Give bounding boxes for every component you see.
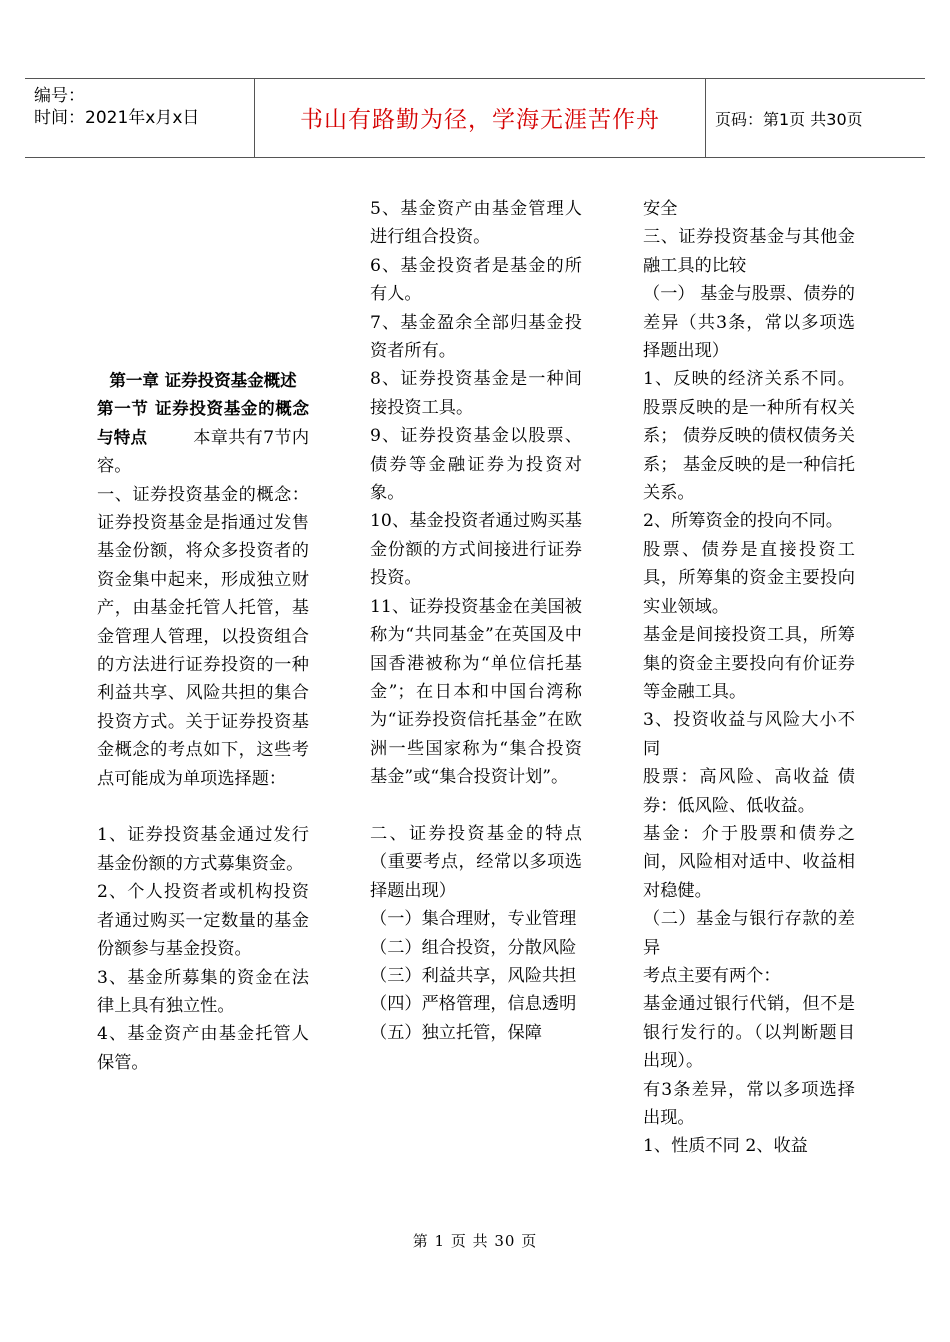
paragraph: 1、性质不同 2、收益 [643, 1136, 808, 1157]
paragraph: （一）集合理财，专业管理 [370, 909, 577, 930]
paragraph: 一、证券投资基金的概念：证券投资基金是指通过发售基金份额，将众多投资者的资金集中起来，形成独立财产，由基金托管人托管，基金管理人管理，以投资组合的方法进行证券投资的一种利益共享、风险共担的集合投资方式。关于证券投资基金概念的考点如下，这些考点可能成为单项选择题： [97, 484, 309, 789]
paragraph: 基金是间接投资工具，所筹集的资金主要投向有价证券等金融工具。 [643, 625, 855, 702]
paragraph: （四）严格管理，信息透明 [370, 994, 577, 1015]
paragraph: （三）利益共享，风险共担 [370, 965, 577, 986]
paragraph: （二）基金与银行存款的差异 [643, 909, 855, 958]
paragraph: 考点主要有两个： [643, 965, 781, 986]
column-1 [97, 367, 309, 1077]
paragraph: 7、基金盈余全部归基金投资者所有。 [370, 312, 582, 362]
paragraph: 股票：高风险、高收益 债券：低风险、低收益。 [643, 767, 855, 816]
header-info-cell [25, 79, 254, 157]
paragraph: （二）组合投资，分散风险 [370, 937, 577, 958]
document-number-label: 编号： [34, 86, 85, 106]
paragraph: （一） 基金与股票、债券的差异（共3条，常以多项选择题出现） [643, 284, 855, 362]
paragraph: 5、基金资产由基金管理人进行组合投资。 [370, 199, 582, 248]
column-3 [643, 195, 855, 1161]
motto-text: 书山有路勤为径，学海无涯苦作舟 [300, 107, 660, 133]
document-time-label: 时间：2021年x月x日 [34, 108, 200, 128]
paragraph: 1、证券投资基金通过发行基金份额的方式募集资金。 [97, 825, 309, 874]
paragraph: （五）独立托管，保障 [370, 1022, 542, 1043]
paragraph: 基金：介于股票和债券之间，风险相对适中、收益相对稳健。 [643, 823, 855, 901]
paragraph: 10、基金投资者通过购买基金份额的方式间接进行证券投资。 [370, 511, 582, 589]
paragraph: 股票、债券是直接投资工具，所筹集的资金主要投向实业领域。 [643, 539, 855, 617]
paragraph: 2、所筹资金的投向不同。 [643, 511, 843, 532]
paragraph: 9、证券投资基金以股票、债券等金融证券为投资对象。 [370, 426, 582, 504]
paragraph: 6、基金投资者是基金的所有人。 [370, 255, 582, 305]
header-motto-cell [254, 79, 706, 157]
paragraph: 二、证券投资基金的特点（重要考点，经常以多项选择题出现） [370, 823, 582, 901]
column-2 [370, 195, 582, 1047]
paragraph: 3、基金所募集的资金在法律上具有独立性。 [97, 967, 309, 1016]
page-header [25, 78, 925, 158]
paragraph: 8、证券投资基金是一种间接投资工具。 [370, 369, 582, 418]
section-note: 本章共有7节内容。 [97, 427, 310, 477]
page-code-label: 页码：第1页 共30页 [715, 110, 863, 129]
paragraph: 1、反映的经济关系不同。股票反映的是一种所有权关系； 债券反映的债权债务关系； 基金反映的是一种信托关系。 [643, 369, 855, 504]
section-title: 第一节 证券投资基金的概念与特点 [97, 399, 309, 447]
paragraph: 有3条差异，常以多项选择出现。 [643, 1079, 855, 1128]
paragraph: 4、基金资产由基金托管人保管。 [97, 1024, 309, 1073]
header-page-cell [705, 79, 925, 157]
paragraph: 2、个人投资者或机构投资者通过购买一定数量的基金份额参与基金投资。 [97, 882, 309, 960]
page-footer: 第 1 页 共 30 页 [412, 1232, 538, 1250]
paragraph: 11、证券投资基金在美国被称为“共同基金”在英国及中国香港被称为“单位信托基金”；在日本和中国台湾称为“证券投资信托基金”在欧洲一些国家称为“集合投资基金”或“集合投资计划”。 [370, 596, 582, 788]
blank-line [370, 792, 582, 820]
section-heading [97, 395, 309, 480]
paragraph: 基金通过银行代销，但不是银行发行的。（以判断题目出现）。 [643, 994, 855, 1072]
paragraph: 3、投资收益与风险大小不同 [643, 710, 855, 759]
paragraph: 三、证券投资基金与其他金融工具的比较 [643, 227, 855, 276]
paragraph: 安全 [643, 199, 678, 219]
blank-line [97, 793, 309, 821]
chapter-title: 第一章 证券投资基金概述 [109, 371, 297, 390]
